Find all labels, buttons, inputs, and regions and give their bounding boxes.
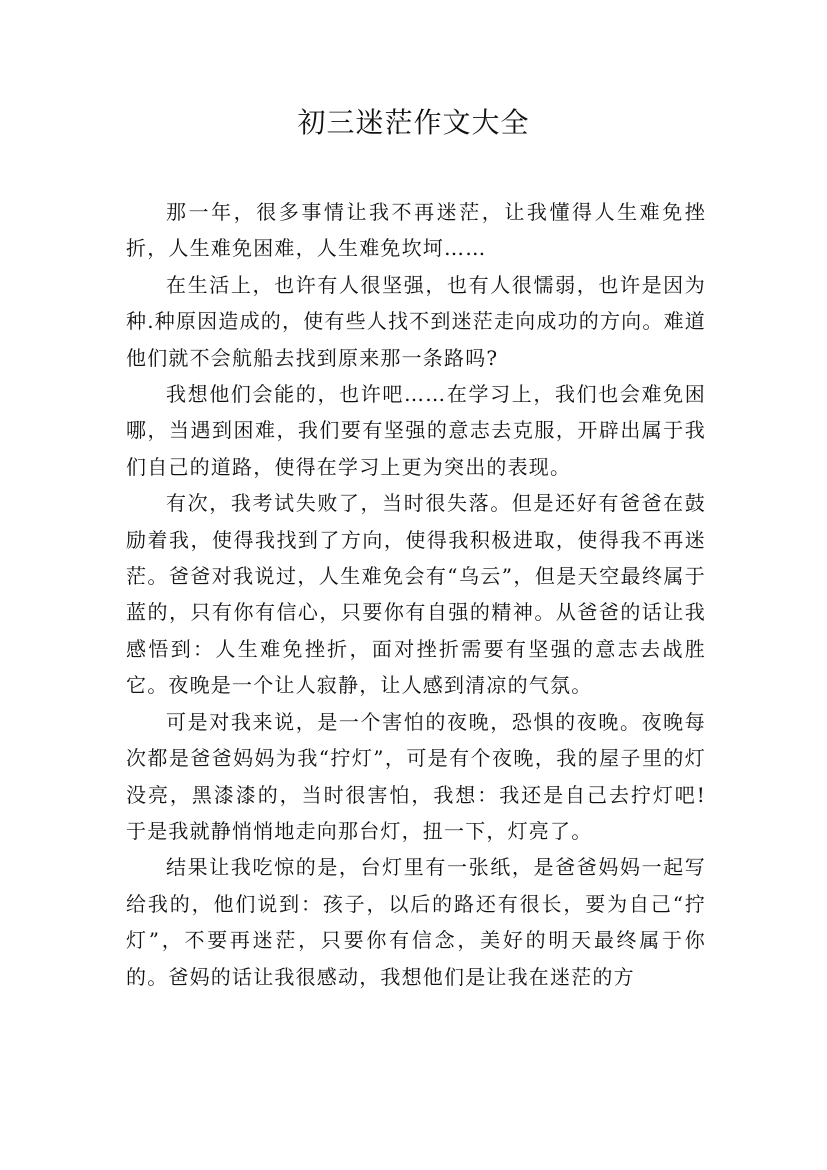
document-body: [126, 194, 706, 995]
paragraph-3: 我想他们会能的，也许吧……在学习上，我们也会难免困哪，当遇到困难，我们要有坚强的意志去克服，开辟出属于我们自己的道路，使得在学习上更为突出的表现。: [126, 382, 706, 479]
paragraph-6: 结果让我吃惊的是，台灯里有一张纸，是爸爸妈妈一起写给我的，他们说到：孩子，以后的路还有很长，要为自己“拧灯”，不要再迷茫，只要你有信念，美好的明天最终属于你的。爸妈的话让我很感动，我想他们是让我在迷茫的方: [126, 855, 706, 989]
paragraph-1: 那一年，很多事情让我不再迷茫，让我懂得人生难免挫折，人生难免困难，人生难免坎坷……: [126, 200, 706, 261]
paragraph-4: 有次，我考试失败了，当时很失落。但是还好有爸爸在鼓励着我，使得我找到了方向，使得我积极进取，使得我不再迷茫。爸爸对我说过，人生难免会有“乌云”，但是天空最终属于蓝的，只有你有信心，只要你有自强的精神。从爸爸的话让我感悟到：人生难免挫折，面对挫折需要有坚强的意志去战胜它。夜晚是一个让人寂静，让人感到清凉的气氛。: [126, 491, 706, 698]
paragraph-5: 可是对我来说，是一个害怕的夜晚，恐惧的夜晚。夜晚每次都是爸爸妈妈为我“拧灯”，可是有个夜晚，我的屋子里的灯没亮，黑漆漆的，当时很害怕，我想：我还是自己去拧灯吧!于是我就静悄悄地走向那台灯，扭一下，灯亮了。: [126, 709, 706, 843]
paragraph-2: 在生活上，也许有人很坚强，也有人很懦弱，也许是因为种.种原因造成的，使有些人找不到迷茫走向成功的方向。难道他们就不会航船去找到原来那一条路吗?: [126, 272, 706, 370]
document-title: 初三迷茫作文大全: [297, 106, 530, 139]
